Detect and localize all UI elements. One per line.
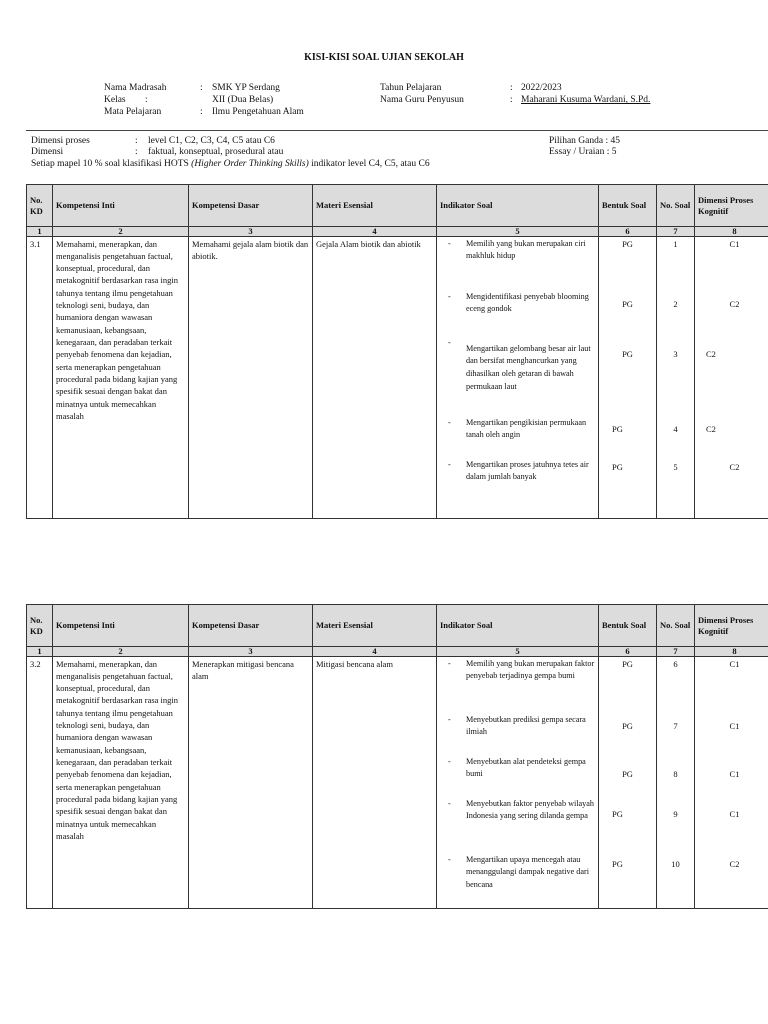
- indikator-item: - Mengartikan pengikisian permukaan tanah oleh angin: [440, 417, 595, 459]
- bentuk-value: PG: [622, 720, 633, 731]
- dimensi-value: C2: [706, 348, 716, 359]
- bentuk-value: PG: [612, 461, 623, 472]
- dimensi-value: faktual, konseptual, prosedural atau: [148, 147, 284, 157]
- no-soal-value: 4: [673, 423, 678, 434]
- indikator-item: - Menyebutkan faktor penyebab wilayah Indonesia yang sering dilanda gempa: [440, 798, 595, 854]
- col-num: 2: [53, 227, 189, 237]
- header-dimensi: Dimensi Proses Kognitif: [695, 605, 768, 647]
- mapel-label: Mata Pelajaran: [104, 107, 162, 117]
- no-soal-value: 9: [673, 808, 678, 819]
- kisi-table-2: [26, 604, 768, 909]
- kd-text: Menerapkan mitigasi bencana alam: [189, 656, 313, 908]
- kd-number: 3.1: [27, 236, 53, 518]
- guru-label: Nama Guru Penyusun: [380, 95, 464, 105]
- header-no-soal: No. Soal: [657, 185, 695, 227]
- col-num: 5: [437, 647, 599, 657]
- nama-madrasah-label: Nama Madrasah: [104, 83, 167, 93]
- col-num: 4: [313, 647, 437, 657]
- pg-count: Pilihan Ganda : 45: [549, 136, 620, 146]
- dimensi-proses-label: Dimensi proses: [31, 136, 90, 146]
- dimensi-value: C2: [706, 423, 716, 434]
- document-title: KISI-KISI SOAL UJIAN SEKOLAH: [304, 52, 464, 63]
- column-number-row: [27, 227, 768, 237]
- col-num: 5: [437, 227, 599, 237]
- ki-text: Memahami, menerapkan, dan menganalisis pengetahuan factual, konseptual, procedural, dan metakognitif berdasarkan rasa ingin tahunya tentang ilmu pengetahuan teknologi seni, budaya, dan humaniora dengan wawasan kemanusiaan, kebangsaan, kenegaraan, dan peradaban terkait penyebab fenomena dan kejadian, serta menerapkan pengetahuan procedural pada bidang kajian yang spesifik sesuai dengan bakat dan minatnya untuk memecahkan masalah: [53, 656, 189, 908]
- bentuk-cell: [599, 236, 657, 518]
- separator: :: [135, 147, 138, 157]
- bentuk-value: PG: [622, 238, 633, 249]
- no-soal-value: 5: [673, 461, 678, 472]
- essay-count: Essay / Uraian : 5: [549, 147, 617, 157]
- kd-text: Memahami gejala alam biotik dan abiotik.: [189, 236, 313, 518]
- separator: :: [145, 95, 148, 105]
- bentuk-value: PG: [622, 658, 633, 669]
- col-num: 3: [189, 647, 313, 657]
- bentuk-value: PG: [622, 768, 633, 779]
- dimensi-cell: [695, 236, 768, 518]
- table-header-row: [27, 605, 768, 647]
- tahun-value: 2022/2023: [521, 83, 562, 93]
- indikator-item: - Mengartikan gelombang besar air laut dan bersifat menghancurkan yang dihasilkan oleh getaran di bawah permukaan laut: [440, 337, 595, 417]
- indikator-cell: [437, 236, 599, 518]
- ki-text: Memahami, menerapkan, dan menganalisis pengetahuan factual, konseptual, procedural, dan metakognitif berdasarkan rasa ingin tahunya tentang ilmu pengetahuan teknologi seni, budaya, dan humaniora dengan wawasan kemanusiaan, kebangsaan, kenegaraan, dan peradaban terkait penyebab fenomena dan kejadian, serta menerapkan pengetahuan procedural pada bidang kajian yang spesifik sesuai dengan bakat dan minatnya untuk memecahkan masalah: [53, 236, 189, 518]
- header-no-kd: No. KD: [27, 605, 53, 647]
- indikator-item: - Mengartikan proses jatuhnya tetes air dalam jumlah banyak: [440, 459, 595, 484]
- header-bentuk: Bentuk Soal: [599, 605, 657, 647]
- col-num: 7: [657, 227, 695, 237]
- dimensi-value: C2: [729, 461, 740, 472]
- column-number-row: [27, 647, 768, 657]
- table-row: [27, 236, 768, 518]
- header-materi: Materi Esensial: [313, 185, 437, 227]
- no-soal-value: 6: [673, 658, 678, 669]
- kelas-value: XII (Dua Belas): [212, 95, 274, 105]
- separator: :: [510, 95, 513, 105]
- col-num: 1: [27, 647, 53, 657]
- mapel-value: Ilmu Pengetahuan Alam: [212, 107, 304, 117]
- indikator-item: - Menyebutkan prediksi gempa secara ilmiah: [440, 714, 595, 756]
- no-soal-cell: [657, 656, 695, 908]
- bentuk-value: PG: [612, 808, 623, 819]
- dimensi-value: C1: [729, 808, 740, 819]
- materi-text: Gejala Alam biotik dan abiotik: [313, 236, 437, 518]
- no-soal-value: 2: [673, 298, 678, 309]
- dimensi-value: C1: [729, 768, 740, 779]
- separator: :: [510, 83, 513, 93]
- dimensi-value: C2: [729, 858, 740, 869]
- header-kd: Kompetensi Dasar: [189, 185, 313, 227]
- no-soal-value: 3: [673, 348, 678, 359]
- kelas-label: Kelas: [104, 95, 126, 105]
- indikator-item: - Mengartikan upaya mencegah atau menanggulangi dampak negative dari bencana: [440, 854, 595, 892]
- separator: :: [200, 83, 203, 93]
- header-indikator: Indikator Soal: [437, 185, 599, 227]
- guru-value: Maharani Kusuma Wardani, S.Pd.: [521, 95, 651, 105]
- col-num: 8: [695, 647, 768, 657]
- indikator-list: [440, 238, 595, 484]
- col-num: 4: [313, 227, 437, 237]
- header-ki: Kompetensi Inti: [53, 605, 189, 647]
- divider: [26, 130, 768, 131]
- indikator-list: [440, 658, 595, 892]
- hots-italic: (Higher Order Thinking Skills): [191, 159, 309, 169]
- indikator-item: - Menyebutkan alat pendeteksi gempa bumi: [440, 756, 595, 798]
- header-dimensi: Dimensi Proses Kognitif: [695, 185, 768, 227]
- hots-prefix: Setiap mapel 10 % soal klasifikasi HOTS: [31, 159, 192, 169]
- bentuk-value: PG: [622, 298, 633, 309]
- col-num: 6: [599, 647, 657, 657]
- hots-suffix: indikator level C4, C5, atau C6: [308, 159, 430, 169]
- tahun-label: Tahun Pelajaran: [380, 83, 442, 93]
- table-row: [27, 656, 768, 908]
- bentuk-cell: [599, 656, 657, 908]
- header-ki: Kompetensi Inti: [53, 185, 189, 227]
- separator: :: [135, 136, 138, 146]
- no-soal-cell: [657, 236, 695, 518]
- indikator-item: - Memilih yang bukan merupakan ciri makhluk hidup: [440, 238, 595, 291]
- nama-madrasah-value: SMK YP Serdang: [212, 83, 280, 93]
- materi-text: Mitigasi bencana alam: [313, 656, 437, 908]
- col-num: 7: [657, 647, 695, 657]
- dimensi-proses-value: level C1, C2, C3, C4, C5 atau C6: [148, 136, 275, 146]
- kd-number: 3.2: [27, 656, 53, 908]
- no-soal-value: 7: [673, 720, 678, 731]
- col-num: 2: [53, 647, 189, 657]
- header-no-kd: No. KD: [27, 185, 53, 227]
- col-num: 1: [27, 227, 53, 237]
- col-num: 3: [189, 227, 313, 237]
- header-kd: Kompetensi Dasar: [189, 605, 313, 647]
- dimensi-value: C1: [729, 658, 740, 669]
- indikator-item: - Mengidentifikasi penyebab blooming eceng gondok: [440, 291, 595, 337]
- bentuk-value: PG: [612, 423, 623, 434]
- dimensi-label: Dimensi: [31, 147, 64, 157]
- dimensi-cell: [695, 656, 768, 908]
- header-indikator: Indikator Soal: [437, 605, 599, 647]
- header-no-soal: No. Soal: [657, 605, 695, 647]
- dimensi-value: C2: [729, 298, 740, 309]
- indikator-cell: [437, 656, 599, 908]
- header-bentuk: Bentuk Soal: [599, 185, 657, 227]
- kisi-table-1: [26, 184, 768, 519]
- indikator-item: - Memilih yang bukan merupakan faktor penyebab terjadinya gempa bumi: [440, 658, 595, 714]
- no-soal-value: 1: [673, 238, 678, 249]
- bentuk-value: PG: [612, 858, 623, 869]
- col-num: 6: [599, 227, 657, 237]
- bentuk-value: PG: [622, 348, 633, 359]
- hots-note: [31, 159, 430, 171]
- header-materi: Materi Esensial: [313, 605, 437, 647]
- dimensi-value: C1: [729, 720, 740, 731]
- dimensi-value: C1: [729, 238, 740, 249]
- table-header-row: [27, 185, 768, 227]
- separator: :: [200, 107, 203, 117]
- no-soal-value: 10: [671, 858, 680, 869]
- no-soal-value: 8: [673, 768, 678, 779]
- col-num: 8: [695, 227, 768, 237]
